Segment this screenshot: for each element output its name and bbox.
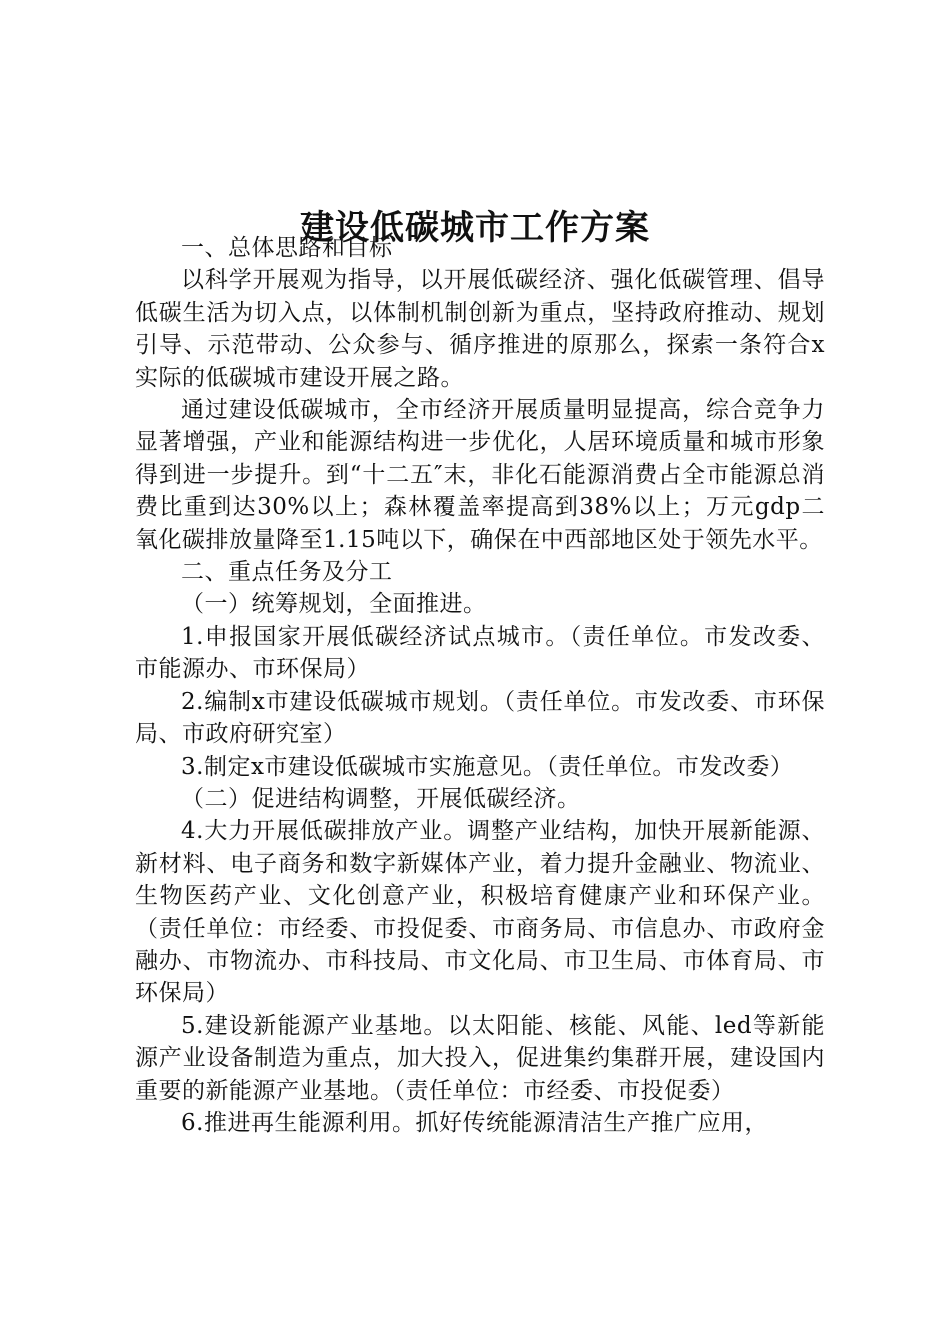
section-heading: 二、重点任务及分工 (181, 559, 393, 586)
subsection-heading: （二）促进结构调整，开展低碳经济。 (181, 785, 581, 812)
task-item: 3.制定x市建设低碳城市实施意见。（责任单位。市发改委） (181, 753, 794, 780)
body-paragraph: 通过建设低碳城市，全市经济开展质量明显提高，综合竞争力显著增强，产业和能源结构进一步优化，人居环境质量和城市形象得到进一步提升。到“十二五″末，非化石能源消费占全市能源总消费比重到达30%以上；森林覆盖率提高到38%以上；万元gdp二氧化碳排放量降至1.15吨以下，确保在中西部地区处于领先水平。 (135, 397, 825, 553)
task-item: 6.推进再生能源利用。抓好传统能源清洁生产推广应用， (181, 1109, 768, 1136)
section-heading: 一、总体思路和目标 (181, 235, 393, 261)
task-item: 5.建设新能源产业基地。以太阳能、核能、风能、led等新能源产业设备制造为重点，加大投入，促进集约集群开展，建设国内重要的新能源产业基地。（责任单位：市经委、市投促委） (135, 1012, 825, 1104)
body-paragraph: 以科学开展观为指导，以开展低碳经济、强化低碳管理、倡导低碳生活为切入点，以体制机制创新为重点，坚持政府推动、规划引导、示范带动、公众参与、循序推进的原那么，探索一条符合x实际的低碳城市建设开展之路。 (135, 267, 825, 391)
document-body (135, 232, 825, 1139)
subsection-heading: （一）统筹规划，全面推进。 (181, 591, 487, 618)
task-item: 4.大力开展低碳排放产业。调整产业结构，加快开展新能源、新材料、电子商务和数字新媒体产业，着力提升金融业、物流业、生物医药产业、文化创意产业，积极培育健康产业和环保产业。（责任单位：市经委、市投促委、市商务局、市信息办、市政府金融办、市物流办、市科技局、市文化局、市卫生局、市体育局、市环保局） (135, 818, 825, 1007)
task-item: 2.编制x市建设低碳城市规划。（责任单位。市发改委、市环保局、市政府研究室） (135, 688, 825, 748)
document-title: 建设低碳城市工作方案 (300, 207, 650, 248)
task-item: 1.申报国家开展低碳经济试点城市。（责任单位。市发改委、市能源办、市环保局） (135, 623, 825, 683)
